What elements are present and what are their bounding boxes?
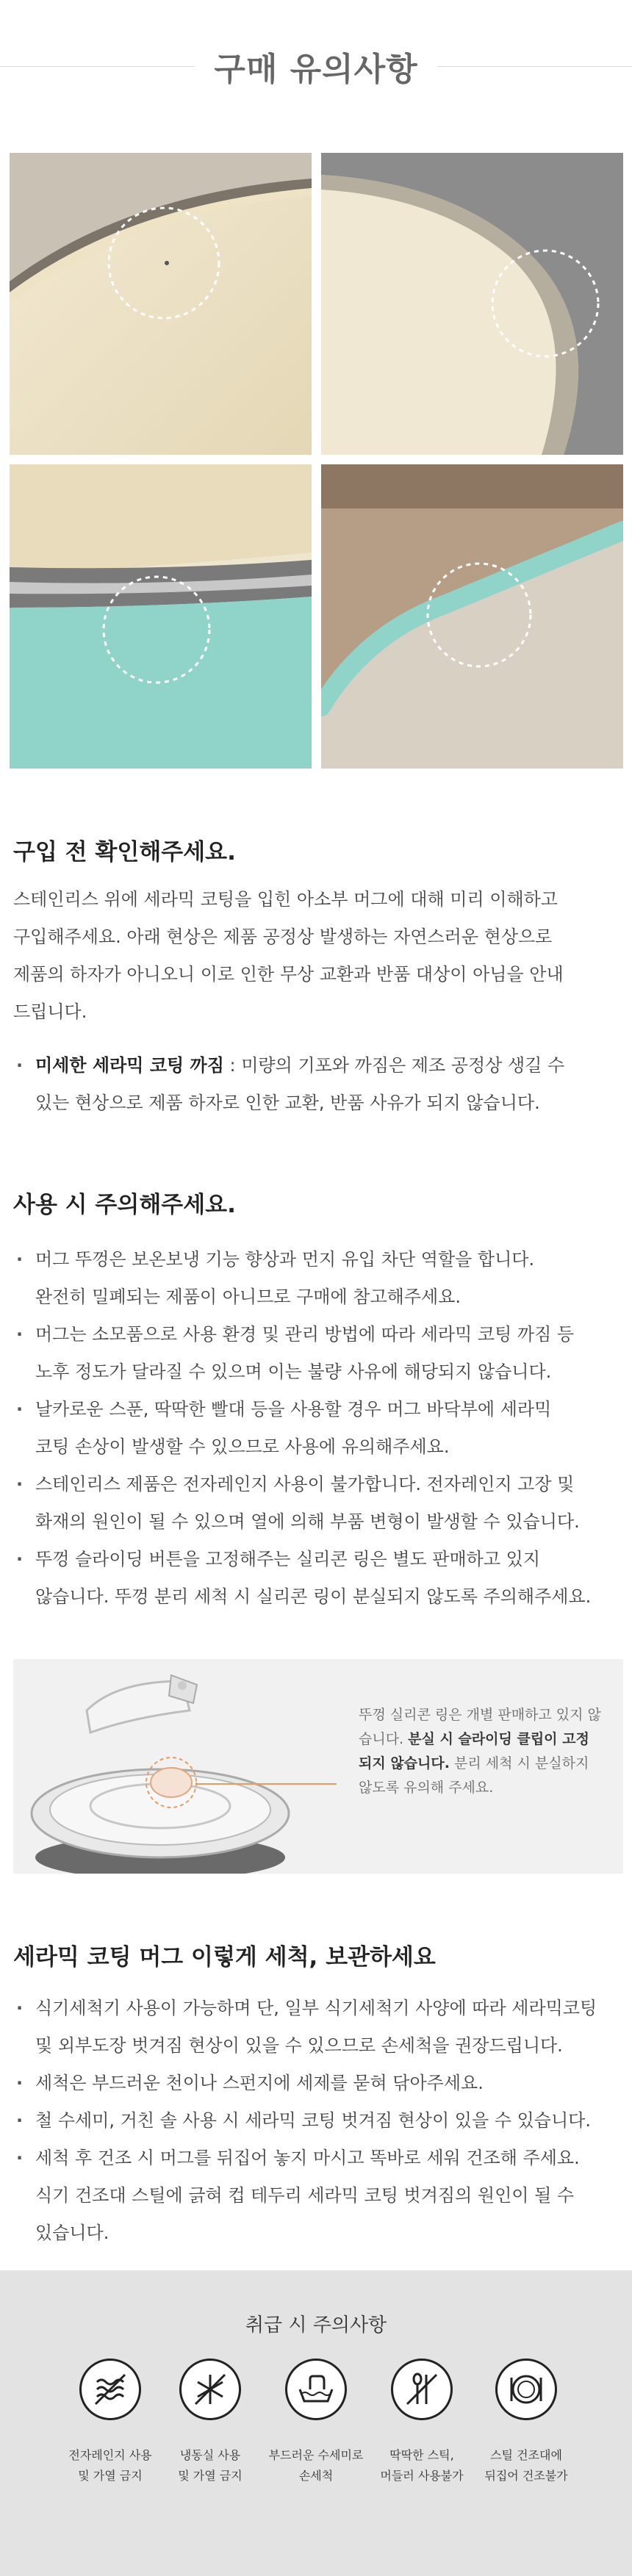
list-item: · 머그는 소모품으로 사용 환경 및 관리 방법에 따라 세라믹 코팅 까짐 등 노후 정도가 달라질 수 있으며 이는 불량 사유에 해당되지 않습니다. — [13, 1316, 623, 1391]
photo-mint-edge-table — [321, 464, 623, 769]
list-item: · 미세한 세라믹 코팅 까짐 : 미량의 기포와 까짐은 제조 공정상 생길 수 있는 현상으로 제품 하자로 인한 교환, 반품 사유가 되지 않습니다. — [13, 1047, 623, 1122]
coating-chip-label: 미세한 세라믹 코팅 까짐 — [35, 1055, 224, 1076]
lid-silicone-ring-panel — [13, 1659, 623, 1874]
list-item: · 뚜껑 슬라이딩 버튼을 고정해주는 실리콘 링은 별도 판매하고 있지 않습니다. 뚜껑 분리 세척 시 실리콘 링이 분실되지 않도록 주의해주세요. — [13, 1541, 623, 1616]
before-purchase-bullets — [13, 1047, 623, 1122]
paragraph-line: 제품의 하자가 아니오니 이로 인한 무상 교환과 반품 대상이 아님을 안내 — [13, 964, 564, 985]
care-item-handwash: 부드러운 수세미로 손세척 — [257, 2359, 375, 2486]
care-title: 취급 시 주의사항 — [245, 2314, 387, 2336]
list-item: · 세척은 부드러운 천이나 스펀지에 세제를 묻혀 닦아주세요. — [13, 2065, 623, 2102]
hand-wash-icon — [285, 2359, 347, 2420]
list-item: · 날카로운 스푼, 딱딱한 빨대 등을 사용할 경우 머그 바닥부에 세라믹 코팅 손상이 발생할 수 있으므로 사용에 유의해주세요. — [13, 1391, 623, 1466]
notice-header — [0, 0, 632, 88]
section-title-wash-storage: 세라믹 코팅 머그 이렇게 세척, 보관하세요 — [13, 1944, 436, 1971]
section-title-usage-caution: 사용 시 주의해주세요. — [13, 1192, 236, 1218]
photo-mint-body-rim — [10, 464, 312, 769]
care-item-microwave: 전자레인지 사용 및 가열 금지 — [51, 2359, 169, 2486]
before-purchase-paragraph — [13, 881, 623, 1031]
paragraph-line: 스테인리스 위에 세라믹 코팅을 입힌 아소부 머그에 대해 미리 이해하고 — [13, 889, 558, 910]
defect-photo-grid — [10, 153, 623, 769]
photo-steel-rim-text — [321, 153, 623, 455]
lid-note-emphasis: 분실 시 슬라이딩 클립이 고정되지 않습니다. — [359, 1731, 589, 1771]
care-item-dish-rack: 스틸 건조대에 뒤집어 건조불가 — [467, 2359, 585, 2486]
microwave-wave-icon — [79, 2359, 141, 2420]
list-item: · 스테인리스 제품은 전자레인지 사용이 불가합니다. 전자레인지 고장 및 화재의 원인이 될 수 있으며 열에 의해 부품 변형이 발생할 수 있습니다. — [13, 1466, 623, 1541]
lid-note: 뚜껑 실리콘 링은 개별 판매하고 있지 않습니다. 분실 시 슬라이딩 클립이 고정되지 않습니다. 분리 세척 시 분실하지 않도록 유의해 주세요. — [359, 1707, 601, 1796]
list-item: · 세척 후 건조 시 머그를 뒤집어 놓지 마시고 똑바로 세워 건조해 주세요. 식기 건조대 스틸에 긁혀 컵 테두리 세라믹 코팅 벗겨짐의 원인이 될 수 있습니다. — [13, 2140, 623, 2252]
wash-storage-bullets — [13, 1990, 623, 2252]
section-title-before-purchase: 구입 전 확인해주세요. — [13, 839, 236, 866]
list-item: · 머그 뚜껑은 보온보냉 기능 향상과 먼지 유입 차단 역할을 합니다. 완전히 밀폐되는 제품이 아니므로 구매에 참고해주세요. — [13, 1241, 623, 1316]
stick-spoon-icon — [391, 2359, 453, 2420]
list-item: · 식기세척기 사용이 가능하며 단, 일부 식기세척기 사양에 따라 세라믹코팅 및 외부도장 벗겨짐 현상이 있을 수 있으므로 손세척을 권장드립니다. — [13, 1990, 623, 2065]
usage-caution-bullets — [13, 1241, 623, 1616]
care-item-freezer: 냉동실 사용 및 가열 금지 — [151, 2359, 269, 2486]
handling-care-panel — [0, 2270, 632, 2576]
paragraph-line: 구입해주세요. 아래 현상은 제품 공정상 발생하는 자연스러운 현상으로 — [13, 927, 553, 947]
dish-rack-icon — [495, 2359, 557, 2420]
care-item-stick: 딱딱한 스틱, 머들러 사용불가 — [363, 2359, 481, 2486]
paragraph-line: 드립니다. — [13, 1001, 87, 1022]
photo-inner-rim-cream — [10, 153, 312, 455]
freezer-snowflake-icon — [179, 2359, 241, 2420]
list-item: · 철 수세미, 거친 솔 사용 시 세라믹 코팅 벗겨짐 현상이 있을 수 있습니다. — [13, 2102, 623, 2140]
page-title: 구매 유의사항 — [0, 43, 632, 90]
